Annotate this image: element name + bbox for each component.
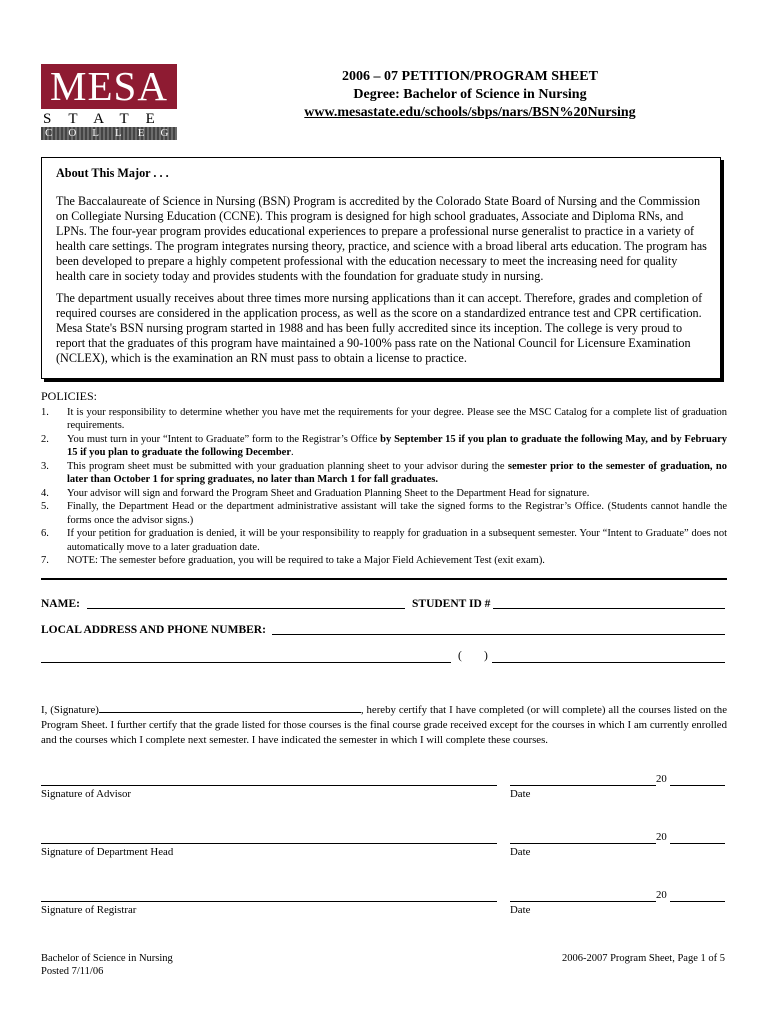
policy-item — [41, 460, 727, 487]
sheet-title: 2006 – 07 PETITION/PROGRAM SHEET — [342, 69, 598, 84]
about-title: About This Major . . . — [56, 166, 169, 180]
policy-item — [41, 406, 727, 433]
student-id-field[interactable] — [493, 608, 725, 609]
certification-signature-field[interactable] — [99, 702, 361, 713]
policy-text: You must turn in your “Intent to Graduate” form to the Registrar’s Office — [67, 433, 381, 445]
advisor-date-label: Date — [510, 788, 531, 800]
address-field[interactable] — [272, 634, 725, 635]
footer-program-name: Bachelor of Science in Nursing — [41, 953, 173, 964]
policies-list — [41, 406, 727, 568]
policy-item — [41, 527, 727, 554]
name-label: NAME: — [41, 598, 80, 610]
department-head-signature-label: Signature of Department Head — [41, 846, 174, 858]
phone-close-paren: ) — [484, 650, 488, 662]
student-id-label: STUDENT ID # — [412, 598, 491, 610]
policies-title: POLICIES: — [41, 389, 98, 403]
registrar-date-label: Date — [510, 904, 531, 916]
policy-number: 7. — [41, 555, 49, 566]
logo-college-text: COLLEGE — [41, 127, 177, 140]
department-head-year-prefix: 20 — [656, 831, 667, 843]
advisor-year-prefix: 20 — [656, 773, 667, 785]
about-major-box — [41, 157, 721, 379]
program-url-link[interactable]: www.mesastate.edu/schools/sbps/nars/BSN%20Nursing — [304, 105, 636, 120]
policies-section — [41, 390, 727, 568]
policy-text: NOTE: The semester before graduation, you will be required to take a Major Field Achievement Test (exit exam). — [67, 555, 545, 566]
policy-bold-text: by September 15 if you plan to graduate the following May, and by February 15 if you plan to graduate the following December — [67, 433, 727, 458]
footer-left — [41, 952, 173, 978]
about-paragraph-2: The department usually receives about three times more nursing applications than it can accept. Therefore, grades and completion of required courses are considered in the application process, as well as the score on a standardized entrance test and CPR certification. Mesa State's BSN nursing program started in 1988 and has been fully accredited since its inception. The college is very proud to report that the graduates of this program have maintained a 90-100% pass rate on the National Council for Licensure Examination (NCLEX), which is the examination an RN must pass to obtain a license to practice. — [56, 291, 703, 365]
policy-number: 4. — [41, 487, 49, 499]
logo-state-text: STATE — [43, 111, 172, 127]
policy-bold-text: semester prior to the semester of graduation, no later than October 1 for spring graduates, no later than March 1 for fall graduates. — [67, 460, 727, 485]
policy-item — [41, 433, 727, 460]
phone-field[interactable] — [492, 662, 725, 663]
policy-text-after: . — [290, 447, 294, 458]
certification-prefix: I, (Signature) — [41, 704, 99, 716]
policy-number: 5. — [41, 501, 49, 512]
policy-number: 3. — [41, 460, 49, 472]
degree-title: Degree: Bachelor of Science in Nursing — [353, 87, 587, 102]
footer-posted-date: Posted 7/11/06 — [41, 966, 104, 977]
name-field[interactable] — [87, 608, 405, 609]
phone-open-paren: ( — [458, 650, 462, 662]
footer-page-info: 2006-2007 Program Sheet, Page 1 of 5 — [561, 953, 725, 964]
policy-text: If your petition for graduation is denied, it will be your responsibility to reapply for graduation in a subsequent semester. Your “Intent to Graduate” does not automatically move to a later graduation date. — [67, 528, 727, 553]
policy-text: It is your responsibility to determine whether you have met the requirements for your degree. Please see the MSC Catalog for a complete list of graduation requirements. — [67, 406, 727, 431]
advisor-year-field[interactable] — [670, 785, 725, 786]
policy-text: Your advisor will sign and forward the Program Sheet and Graduation Planning Sheet to the Department Head for signature. — [67, 487, 590, 499]
department-head-date-label: Date — [510, 846, 531, 858]
policy-number: 1. — [41, 406, 49, 418]
registrar-date-field[interactable] — [510, 901, 656, 902]
registrar-signature-label: Signature of Registrar — [41, 904, 137, 916]
about-paragraph-1: The Baccalaureate of Science in Nursing (BSN) Program is accredited by the Colorado State Board of Nursing and the Commission on Collegiate Nursing Education (CCNE). This program is designed for high school graduates, Associate and Diploma RNs, and LPNs. The four-year program provides educational experiences to prepare a professional nurse generalist to practice in a variety of health care settings. The program integrates nursing theory, practice, and science with a broad liberal arts education. The program has been developed to prepare a highly competent professional with the education necessary to meet the increasing need for quality health care in society today and provides students with the foundation for graduate study in nursing. — [56, 194, 707, 283]
registrar-year-field[interactable] — [670, 901, 725, 902]
policy-item — [41, 554, 727, 568]
department-head-signature-field[interactable] — [41, 843, 497, 844]
advisor-signature-field[interactable] — [41, 785, 497, 786]
advisor-signature-label: Signature of Advisor — [41, 788, 131, 800]
policy-number: 6. — [41, 528, 49, 539]
advisor-date-field[interactable] — [510, 785, 656, 786]
college-logo — [41, 63, 208, 140]
department-head-date-field[interactable] — [510, 843, 656, 844]
certification-text: , hereby certify that I have completed (or will complete) all the courses listed on the Program Sheet. I further certify that the grade listed for those courses is the final course grade received except for the courses in which I am currently enrolled and the courses which I complete next semester. I have indicated the semester in which I will complete these courses. — [41, 704, 727, 746]
address-label: LOCAL ADDRESS AND PHONE NUMBER: — [41, 624, 266, 636]
certification-statement — [41, 702, 727, 748]
address-field-line-2[interactable] — [41, 662, 451, 663]
logo-mesa-text: MESA — [41, 64, 177, 109]
registrar-year-prefix: 20 — [656, 889, 667, 901]
section-divider — [41, 578, 727, 580]
policy-text: This program sheet must be submitted with your graduation planning sheet to your advisor during the — [67, 460, 508, 472]
policy-text: Finally, the Department Head or the department administrative assistant will take the signed forms to the Registrar’s Office. (Students cannot handle the forms once the advisor signs.) — [67, 501, 727, 526]
policy-item — [41, 500, 727, 527]
policy-number: 2. — [41, 433, 49, 445]
policy-item — [41, 487, 727, 501]
document-header — [210, 68, 730, 122]
department-head-year-field[interactable] — [670, 843, 725, 844]
registrar-signature-field[interactable] — [41, 901, 497, 902]
